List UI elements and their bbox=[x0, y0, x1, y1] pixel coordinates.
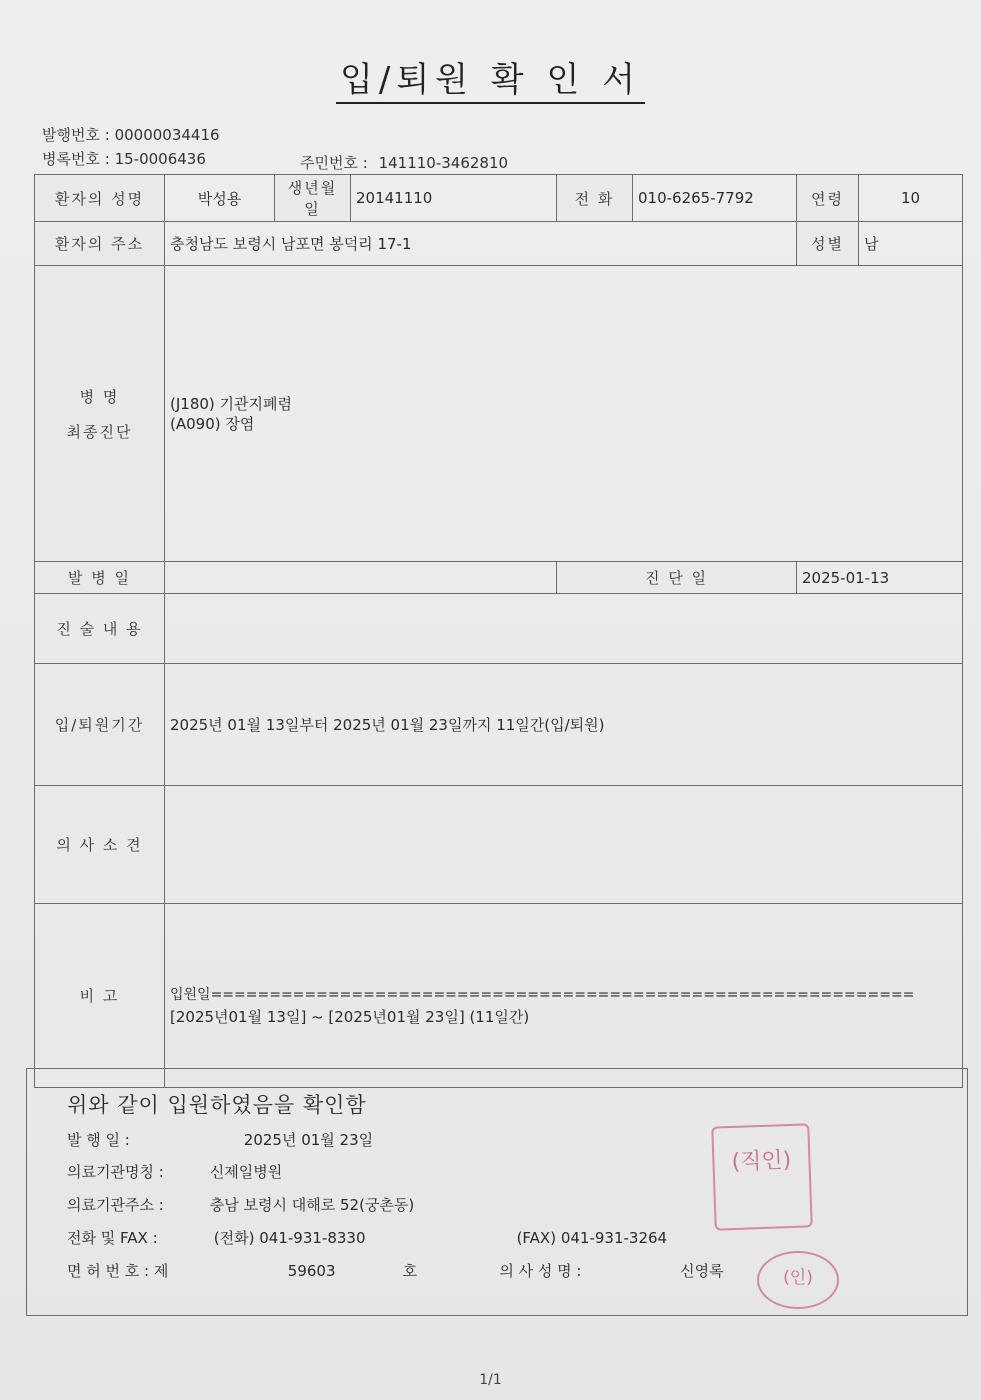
opinion-value bbox=[165, 786, 963, 904]
issue-date-value: 2025년 01월 23일 bbox=[243, 1131, 374, 1149]
institution-address-row bbox=[67, 1194, 414, 1215]
address-label: 환자의 주소 bbox=[35, 222, 165, 266]
license-suffix: 호 bbox=[402, 1262, 418, 1280]
diagnosis-line: (A090) 장염 bbox=[170, 414, 255, 433]
contact-label: 전화 및 FAX : bbox=[67, 1229, 158, 1247]
doctor-name-label: 의 사 성 명 : bbox=[499, 1262, 582, 1280]
statement-row bbox=[35, 594, 963, 664]
birthdate-value: 20141110 bbox=[351, 175, 557, 222]
statement-value bbox=[165, 594, 963, 664]
date-row bbox=[35, 562, 963, 594]
issue-date-row bbox=[67, 1129, 373, 1150]
birthdate-label: 생년월일 bbox=[275, 175, 351, 222]
statement-label: 진 술 내 용 bbox=[35, 594, 165, 664]
period-text: 2025년 01월 13일부터 2025년 01월 23일까지 11일간(입/퇴원) bbox=[170, 715, 605, 734]
resident-number bbox=[300, 152, 508, 173]
institution-address-value: 충남 보령시 대해로 52(궁촌동) bbox=[209, 1196, 415, 1214]
doctor-seal-stamp bbox=[757, 1251, 839, 1309]
license-label: 면 허 번 호 : 제 bbox=[67, 1262, 169, 1280]
diagnosis-date-label: 진 단 일 bbox=[557, 562, 797, 594]
patient-row-1 bbox=[35, 175, 963, 222]
institution-value: 신제일병원 bbox=[209, 1163, 283, 1181]
doctor-seal-text: (인) bbox=[783, 1268, 813, 1288]
opinion-row bbox=[35, 786, 963, 904]
sex-value: 남 bbox=[859, 222, 963, 266]
document-title bbox=[0, 52, 981, 101]
institution-row bbox=[67, 1161, 282, 1182]
diagnosis-row bbox=[35, 266, 963, 562]
resident-number-value: 141110-3462810 bbox=[378, 154, 509, 172]
confirmation-footer bbox=[26, 1068, 968, 1316]
diagnosis-line: (J180) 기관지폐렴 bbox=[170, 394, 292, 413]
remarks-label: 비 고 bbox=[35, 904, 165, 1088]
period-value bbox=[165, 664, 963, 786]
final-diagnosis-label: 최종진단 bbox=[66, 422, 133, 441]
resident-number-label: 주민번호 : bbox=[300, 154, 368, 172]
license-number: 59603 bbox=[287, 1262, 336, 1280]
patient-row-2 bbox=[35, 222, 963, 266]
fax-number: (FAX) 041-931-3264 bbox=[516, 1229, 668, 1247]
period-label: 입/퇴원기간 bbox=[35, 664, 165, 786]
onset-date-value bbox=[165, 562, 557, 594]
phone-label: 전 화 bbox=[557, 175, 633, 222]
diagnosis-date-value: 2025-01-13 bbox=[797, 562, 963, 594]
remarks-value bbox=[165, 904, 963, 1088]
institution-label: 의료기관명칭 : bbox=[67, 1163, 164, 1181]
period-row bbox=[35, 664, 963, 786]
issue-number-label: 발행번호 : bbox=[42, 126, 110, 144]
confirmation-statement: 위와 같이 입원하였음을 확인함 bbox=[67, 1093, 367, 1117]
contact-row bbox=[67, 1227, 667, 1248]
institution-address-label: 의료기관주소 : bbox=[67, 1196, 164, 1214]
patient-name-label: 환자의 성명 bbox=[35, 175, 165, 222]
phone-value: 010-6265-7792 bbox=[633, 175, 797, 222]
diagnosis-label bbox=[35, 266, 165, 562]
doctor-name-value: 신영록 bbox=[680, 1262, 724, 1280]
onset-date-label: 발 병 일 bbox=[35, 562, 165, 594]
phone-number: (전화) 041-931-8330 bbox=[213, 1229, 366, 1247]
diagnosis-value bbox=[165, 266, 963, 562]
issue-number bbox=[42, 124, 220, 145]
age-label: 연령 bbox=[797, 175, 859, 222]
issue-date-label: 발 행 일 : bbox=[67, 1131, 130, 1149]
remarks-line-2: [2025년01월 13일] ~ [2025년01월 23일] (11일간) bbox=[170, 1007, 530, 1026]
institution-seal-stamp bbox=[711, 1123, 813, 1230]
page-number: 1/1 bbox=[479, 1372, 502, 1388]
license-row bbox=[67, 1260, 724, 1281]
address-value: 충청남도 보령시 남포면 봉덕리 17-1 bbox=[165, 222, 797, 266]
disease-name-label: 병 명 bbox=[79, 387, 120, 406]
age-value: 10 bbox=[859, 175, 963, 222]
confirmation-form-table bbox=[34, 174, 963, 1088]
opinion-label: 의 사 소 견 bbox=[35, 786, 165, 904]
remarks-row bbox=[35, 904, 963, 1088]
record-number bbox=[42, 148, 206, 169]
patient-name-value: 박성용 bbox=[165, 175, 275, 222]
institution-seal-text: (직인) bbox=[731, 1147, 792, 1176]
sex-label: 성별 bbox=[797, 222, 859, 266]
issue-number-value: 00000034416 bbox=[114, 126, 220, 144]
record-number-value: 15-0006436 bbox=[114, 150, 206, 168]
record-number-label: 병록번호 : bbox=[42, 150, 110, 168]
document-title-text: 입/퇴원 확 인 서 bbox=[336, 60, 645, 104]
remarks-line-1: 입원일============================================================ bbox=[170, 986, 915, 1003]
